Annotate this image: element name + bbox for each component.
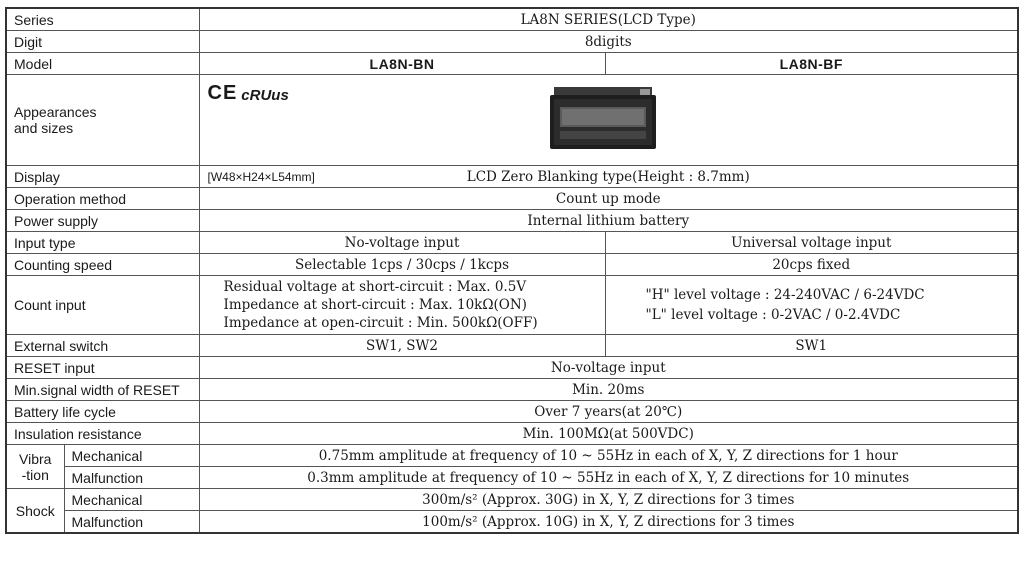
ul-mark-icon: cRUus xyxy=(241,87,289,104)
display-value: LCD Zero Blanking type(Height : 8.7mm) xyxy=(466,168,750,185)
battery-label: Battery life cycle xyxy=(6,401,199,423)
model-label: Model xyxy=(6,53,199,75)
display-dimensions: [W48×H24×L54mm] xyxy=(207,170,315,184)
certification-marks xyxy=(207,82,289,104)
digit-label: Digit xyxy=(6,31,199,53)
reset-width-value: Min. 20ms xyxy=(199,379,1018,401)
display-cell xyxy=(199,166,1018,188)
counter-device-image xyxy=(548,85,658,151)
row-display xyxy=(6,166,1018,188)
battery-value: Over 7 years(at 20℃) xyxy=(199,401,1018,423)
row-series xyxy=(6,8,1018,31)
model-bf: LA8N-BF xyxy=(605,53,1018,75)
reset-input-label: RESET input xyxy=(6,357,199,379)
row-counting-speed xyxy=(6,254,1018,276)
count-input-bn-line: Impedance at short-circuit : Max. 10kΩ(ON) xyxy=(223,297,527,313)
vibration-malfunction-value: 0.3mm amplitude at frequency of 10 ~ 55Hz in each of X, Y, Z directions for 10 minutes xyxy=(199,467,1018,489)
shock-malfunction-label: Malfunction xyxy=(64,511,199,534)
count-input-bn xyxy=(199,276,605,335)
shock-mechanical-value: 300m/s² (Approx. 30G) in X, Y, Z directions for 3 times xyxy=(199,489,1018,511)
row-digit xyxy=(6,31,1018,53)
power-value: Internal lithium battery xyxy=(199,210,1018,232)
ce-mark-icon: CE xyxy=(207,82,238,104)
reset-width-label: Min.signal width of RESET xyxy=(6,379,199,401)
row-vibration-mechanical xyxy=(6,445,1018,467)
insulation-value: Min. 100MΩ(at 500VDC) xyxy=(199,423,1018,445)
model-bn: LA8N-BN xyxy=(199,53,605,75)
appearance-label-line2: and sizes xyxy=(14,120,74,136)
appearance-label xyxy=(6,75,199,166)
row-count-input xyxy=(6,276,1018,335)
row-battery xyxy=(6,401,1018,423)
vibration-group-line2: -tion xyxy=(21,466,49,483)
external-switch-bf: SW1 xyxy=(605,335,1018,357)
count-input-bf-line: "L" level voltage : 0-2VAC / 0-2.4VDC xyxy=(645,307,901,323)
vibration-group-line1: Vibra xyxy=(19,450,52,467)
count-input-bn-line: Residual voltage at short-circuit : Max. 0.5V xyxy=(223,279,527,295)
shock-malfunction-value: 100m/s² (Approx. 10G) in X, Y, Z directions for 3 times xyxy=(199,511,1018,534)
vibration-malfunction-label: Malfunction xyxy=(64,467,199,489)
shock-group-label: Shock xyxy=(6,489,64,534)
digit-value: 8digits xyxy=(199,31,1018,53)
input-type-label: Input type xyxy=(6,232,199,254)
row-model xyxy=(6,53,1018,75)
counting-speed-bn: Selectable 1cps / 30cps / 1kcps xyxy=(199,254,605,276)
vibration-mechanical-label: Mechanical xyxy=(64,445,199,467)
display-label: Display xyxy=(6,166,199,188)
power-label: Power supply xyxy=(6,210,199,232)
counting-speed-bf: 20cps fixed xyxy=(605,254,1018,276)
row-insulation xyxy=(6,423,1018,445)
insulation-label: Insulation resistance xyxy=(6,423,199,445)
appearance-label-line1: Appearances xyxy=(14,104,97,120)
row-shock-malfunction xyxy=(6,511,1018,534)
series-label: Series xyxy=(6,8,199,31)
row-shock-mechanical xyxy=(6,489,1018,511)
spec-table xyxy=(5,7,1019,534)
count-input-bf xyxy=(605,276,1018,335)
count-input-label: Count input xyxy=(6,276,199,335)
row-external-switch xyxy=(6,335,1018,357)
counting-speed-label: Counting speed xyxy=(6,254,199,276)
row-reset-width xyxy=(6,379,1018,401)
operation-value: Count up mode xyxy=(199,188,1018,210)
operation-label: Operation method xyxy=(6,188,199,210)
count-input-bn-line: Impedance at open-circuit : Min. 500kΩ(OFF) xyxy=(223,315,538,331)
row-operation xyxy=(6,188,1018,210)
series-value: LA8N SERIES(LCD Type) xyxy=(199,8,1018,31)
vibration-group-label xyxy=(6,445,64,489)
external-switch-bn: SW1, SW2 xyxy=(199,335,605,357)
shock-mechanical-label: Mechanical xyxy=(64,489,199,511)
vibration-mechanical-value: 0.75mm amplitude at frequency of 10 ~ 55Hz in each of X, Y, Z directions for 1 hour xyxy=(199,445,1018,467)
count-input-bf-line: "H" level voltage : 24-240VAC / 6-24VDC xyxy=(645,287,925,303)
external-switch-label: External switch xyxy=(6,335,199,357)
reset-input-value: No-voltage input xyxy=(199,357,1018,379)
row-input-type xyxy=(6,232,1018,254)
input-type-bf: Universal voltage input xyxy=(605,232,1018,254)
row-reset-input xyxy=(6,357,1018,379)
row-vibration-malfunction xyxy=(6,467,1018,489)
appearance-cell xyxy=(199,75,1018,166)
input-type-bn: No-voltage input xyxy=(199,232,605,254)
row-power xyxy=(6,210,1018,232)
row-appearance xyxy=(6,75,1018,166)
